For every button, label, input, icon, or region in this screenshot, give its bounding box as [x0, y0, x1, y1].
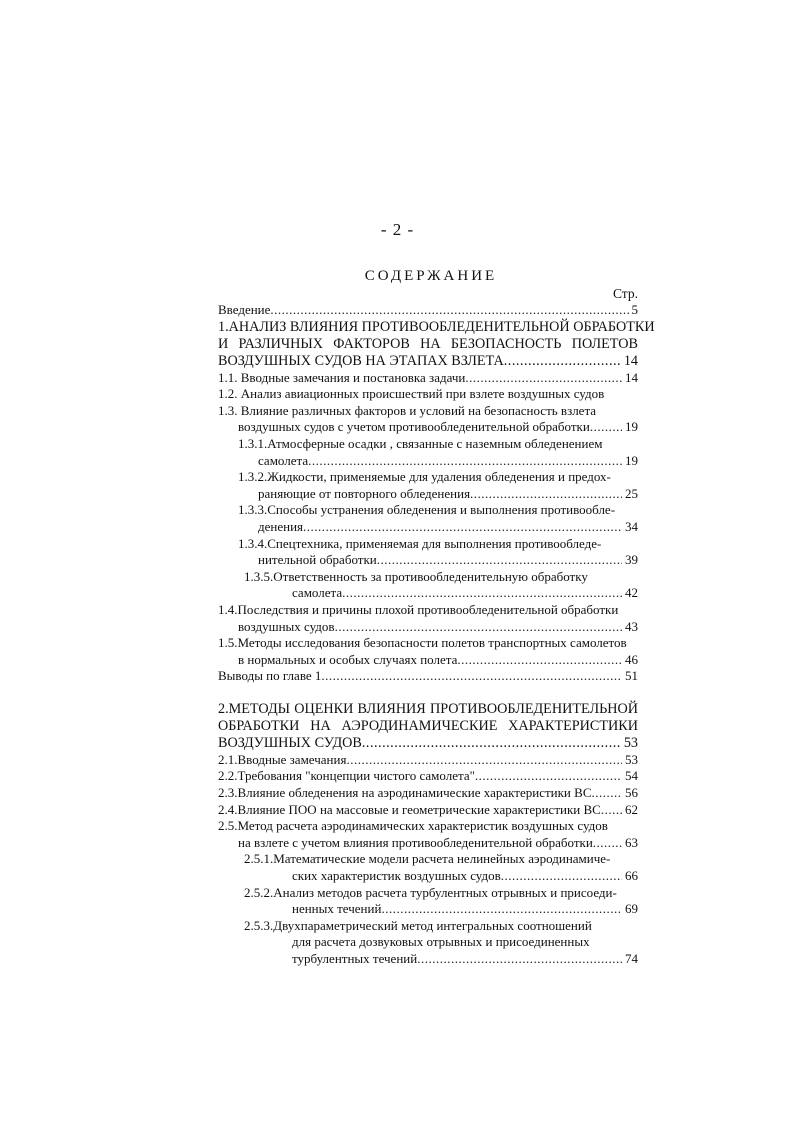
toc-entry-page: 74 — [625, 951, 638, 966]
toc-entry-text: Введение — [218, 302, 271, 317]
toc-entry-conclusions-1 — [218, 668, 638, 685]
toc-chapter-line: И РАЗЛИЧНЫХ ФАКТОРОВ НА БЕЗОПАСНОСТЬ ПОЛЕТОВ — [218, 335, 638, 352]
toc-entry-text: 1.3.2.Жидкости, применяемые для удаления обледенения и предох- — [238, 469, 611, 485]
toc-entry-text: 1.5.Методы исследования безопасности полетов транспортных самолетов — [218, 635, 627, 651]
toc-entry-page: 56 — [625, 785, 638, 801]
toc-entry-text: 2.4.Влияние ПОО на массовые и геометрические характеристики ВС — [218, 801, 601, 817]
page-title: СОДЕРЖАНИЕ — [364, 268, 498, 284]
toc-entry-1-5 — [218, 635, 638, 668]
toc-entry-text: Выводы по главе 1 — [218, 668, 322, 684]
toc-entry-2-5 — [218, 818, 638, 851]
toc-entry-page: 66 — [625, 868, 638, 884]
toc-entry-text: нительной обработки — [258, 552, 377, 568]
toc-entry-text: на взлете с учетом влияния противообледенительной обработки — [238, 834, 593, 850]
toc-entry-1-3 — [218, 403, 638, 436]
toc-entry-2-5-3 — [218, 918, 638, 968]
toc-entry-text: 2.5.Метод расчета аэродинамических характеристик воздушных судов — [218, 818, 608, 834]
toc-entry-page: 53 — [623, 734, 638, 751]
toc-entry-text: в нормальных и особых случаях полета — [238, 651, 458, 667]
toc-entry-page: 51 — [625, 668, 638, 684]
toc-entry-text: 2.5.1.Математические модели расчета нелинейных аэродинамиче- — [244, 851, 611, 867]
toc-entry-1-4 — [218, 602, 638, 635]
toc-entry-2-2 — [218, 768, 638, 785]
toc-chapter-line: 2.МЕТОДЫ ОЦЕНКИ ВЛИЯНИЯ ПРОТИВООБЛЕДЕНИТЕЛЬНОЙ — [218, 700, 638, 717]
toc-entry-page: 39 — [625, 552, 638, 568]
toc-entry-text: 1.1. Вводные замечания и постановка задачи — [218, 369, 466, 385]
toc-entry-page: 5 — [631, 302, 638, 317]
toc-entry-2-4 — [218, 802, 638, 819]
toc-entry-2-3 — [218, 785, 638, 802]
table-of-contents — [218, 302, 655, 968]
toc-entry-2-5-1 — [218, 851, 638, 884]
toc-entry-text: денения — [258, 518, 304, 534]
toc-entry-page: 43 — [625, 618, 638, 634]
toc-entry-text: 2.1.Вводные замечания — [218, 751, 347, 767]
toc-entry-page: 53 — [625, 751, 638, 767]
toc-entry-page: 34 — [625, 518, 638, 534]
toc-chapter-2 — [218, 701, 638, 752]
toc-entry-1-3-3 — [218, 502, 638, 535]
toc-entry-page: 69 — [625, 901, 638, 917]
toc-entry-page: 19 — [625, 452, 638, 468]
toc-entry-text: 2.2.Требования "концепции чистого самолета" — [218, 768, 475, 784]
toc-entry-page: 19 — [625, 419, 638, 435]
toc-entry-text: 1.3.3.Способы устранения обледенения и выполнения противообле- — [238, 502, 616, 518]
toc-chapter-1 — [218, 318, 655, 370]
toc-chapter-line: ОБРАБОТКИ НА АЭРОДИНАМИЧЕСКИЕ ХАРАКТЕРИСТИКИ — [218, 717, 638, 734]
toc-entry-text: ненных течений — [292, 901, 382, 917]
page-number: - 2 - — [380, 220, 415, 239]
toc-entry-text: 2.3.Влияние обледенения на аэродинамические характеристики ВС — [218, 785, 592, 801]
toc-entry-text: 1.3.4.Спецтехника, применяемая для выполнения противообледе- — [238, 535, 602, 551]
toc-chapter-line: ВОЗДУШНЫХ СУДОВ — [218, 734, 362, 751]
toc-entry-page: 46 — [625, 651, 638, 667]
toc-entry-intro — [218, 302, 638, 319]
toc-entry-text: раняющие от повторного обледенения — [258, 485, 471, 501]
toc-entry-1-3-4 — [218, 536, 638, 569]
toc-entry-1-3-1 — [218, 436, 638, 469]
toc-entry-page: 63 — [625, 834, 638, 850]
toc-entry-1-3-5 — [218, 569, 638, 602]
toc-entry-page: 54 — [625, 768, 638, 784]
toc-chapter-line: ВОЗДУШНЫХ СУДОВ НА ЭТАПАХ ВЗЛЕТА — [218, 352, 504, 369]
toc-entry-text: 1.2. Анализ авиационных происшествий при взлете воздушных судов — [218, 386, 605, 402]
toc-entry-page: 62 — [625, 801, 638, 817]
toc-entry-text: воздушных судов — [238, 618, 335, 634]
toc-entry-text: самолета — [258, 452, 309, 468]
toc-entry-text: ских характеристик воздушных судов — [292, 868, 501, 884]
toc-entry-text: воздушных судов с учетом противообледенительной обработки — [238, 419, 590, 435]
toc-entry-text: 1.3. Влияние различных факторов и условий на безопасность взлета — [218, 402, 597, 418]
toc-entry-1-3-2 — [218, 469, 638, 502]
toc-entry-text: 2.5.3.Двухпараметрический метод интегральных соотношений — [244, 917, 592, 933]
toc-entry-1-1 — [218, 370, 638, 387]
toc-entry-text: 1.4.Последствия и причины плохой противообледенительной обработки — [218, 601, 619, 617]
toc-entry-text: турбулентных течений — [292, 951, 418, 966]
toc-entry-text: 1.3.5.Ответственность за противообледенительную обработку — [244, 568, 588, 584]
toc-entry-text: 1.3.1.Атмосферные осадки , связанные с наземным обледенением — [238, 435, 603, 451]
toc-entry-2-5-2 — [218, 885, 638, 918]
toc-entry-page: 42 — [625, 585, 638, 601]
toc-entry-page: 14 — [623, 352, 638, 369]
toc-entry-text: для расчета дозвуковых отрывных и присоединенных — [292, 934, 590, 950]
page-column-label: Стр. — [612, 286, 638, 301]
toc-entry-page: 25 — [625, 485, 638, 501]
toc-entry-text: 2.5.2.Анализ методов расчета турбулентных отрывных и присоеди- — [244, 884, 617, 900]
toc-entry-text: самолета — [292, 585, 343, 601]
toc-entry-1-2 — [218, 386, 638, 403]
toc-chapter-line: 1.АНАЛИЗ ВЛИЯНИЯ ПРОТИВООБЛЕДЕНИТЕЛЬНОЙ ОБРАБОТКИ — [218, 318, 655, 335]
toc-entry-page: 14 — [625, 369, 638, 385]
toc-entry-2-1 — [218, 752, 638, 769]
